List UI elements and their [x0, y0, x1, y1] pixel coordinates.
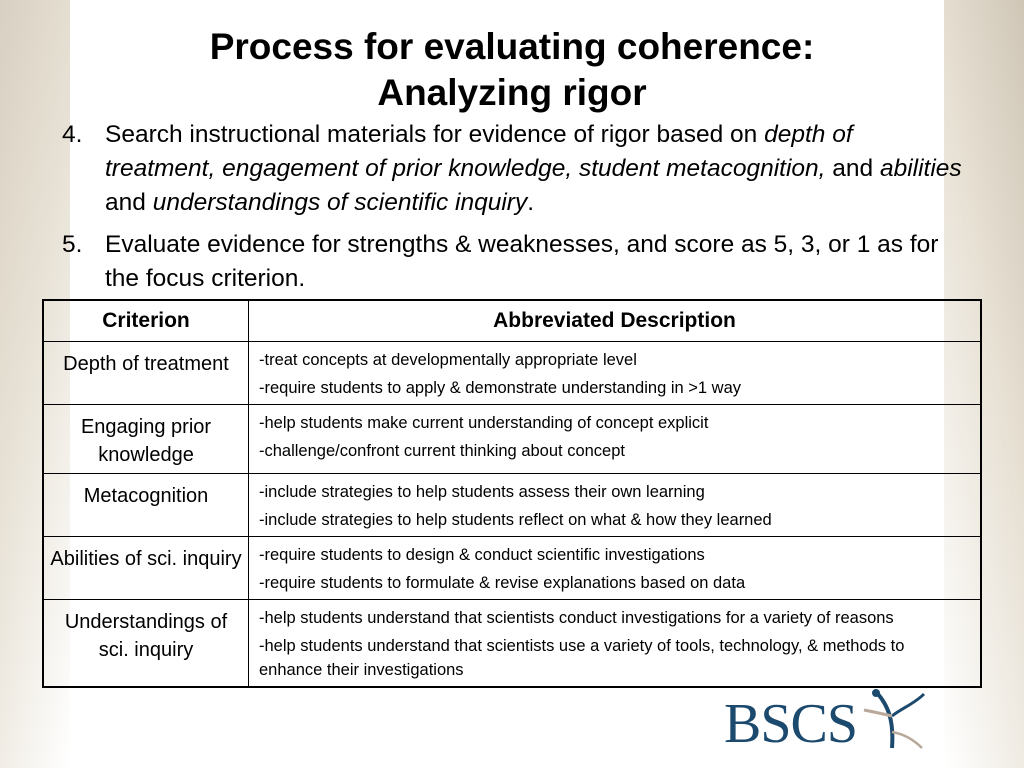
criterion-cell: Understandings of sci. inquiry: [43, 600, 249, 688]
description-cell: [249, 600, 982, 688]
step-5-number: 5.: [62, 231, 83, 258]
description-cell: [249, 405, 982, 474]
criterion-cell: Depth of treatment: [43, 342, 249, 405]
bscs-logo: [724, 686, 934, 758]
criteria-table: [42, 299, 982, 688]
description-line: -help students make current understanding of concept explicit: [259, 414, 709, 432]
bscs-figure-icon: [858, 686, 932, 756]
header-criterion: Criterion: [43, 300, 249, 342]
description-line: -include strategies to help students assess their own learning: [259, 483, 705, 501]
step-4-and-2: and: [105, 189, 153, 216]
slide-title: [0, 24, 1024, 116]
description-line: -challenge/confront current thinking about concept: [259, 442, 625, 460]
steps-list: [62, 118, 962, 304]
criterion-cell: Abilities of sci. inquiry: [43, 537, 249, 600]
step-5: [62, 228, 962, 296]
description-cell: [249, 537, 982, 600]
description-line: -require students to formulate & revise explanations based on data: [259, 574, 746, 592]
description-line: -include strategies to help students reflect on what & how they learned: [259, 511, 772, 529]
description-line: -require students to apply & demonstrate understanding in >1 way: [259, 379, 741, 397]
description-line: -require students to design & conduct scientific investigations: [259, 546, 705, 564]
table-row: [43, 600, 981, 688]
step-4-italic-inquiry: understandings of scientific inquiry: [152, 189, 528, 216]
table-row: [43, 537, 981, 600]
description-line: -help students understand that scientists use a variety of tools, technology, & methods to enhance their investigations: [259, 637, 905, 679]
step-4-italic-abilities: abilities: [879, 155, 962, 182]
description-cell: [249, 342, 982, 405]
step-4-and-1: and: [825, 155, 880, 182]
step-4-period: .: [527, 189, 535, 216]
step-4-italic-criteria: depth of treatment, engagement of prior knowledge, student metacognition,: [105, 121, 853, 182]
table-row: [43, 405, 981, 474]
step-4-number: 4.: [62, 121, 83, 148]
description-line: -treat concepts at developmentally appropriate level: [259, 351, 637, 369]
description-cell: [249, 474, 982, 537]
title-line-2: Analyzing rigor: [377, 72, 647, 113]
description-line: -help students understand that scientists conduct investigations for a variety of reasons: [259, 609, 894, 627]
step-5-text: Evaluate evidence for strengths & weaknesses, and score as 5, 3, or 1 as for the focus criterion.: [105, 231, 939, 292]
table-row: [43, 342, 981, 405]
logo-text: BSCS: [724, 693, 857, 755]
header-description: Abbreviated Description: [249, 300, 982, 342]
step-4: [62, 118, 962, 220]
criterion-cell: Engaging prior knowledge: [43, 405, 249, 474]
step-4-text: Search instructional materials for evidence of rigor based on: [105, 121, 765, 148]
title-line-1: Process for evaluating coherence:: [209, 26, 815, 67]
table-header-row: [43, 300, 981, 342]
criterion-cell: Metacognition: [43, 474, 249, 537]
table-row: [43, 474, 981, 537]
